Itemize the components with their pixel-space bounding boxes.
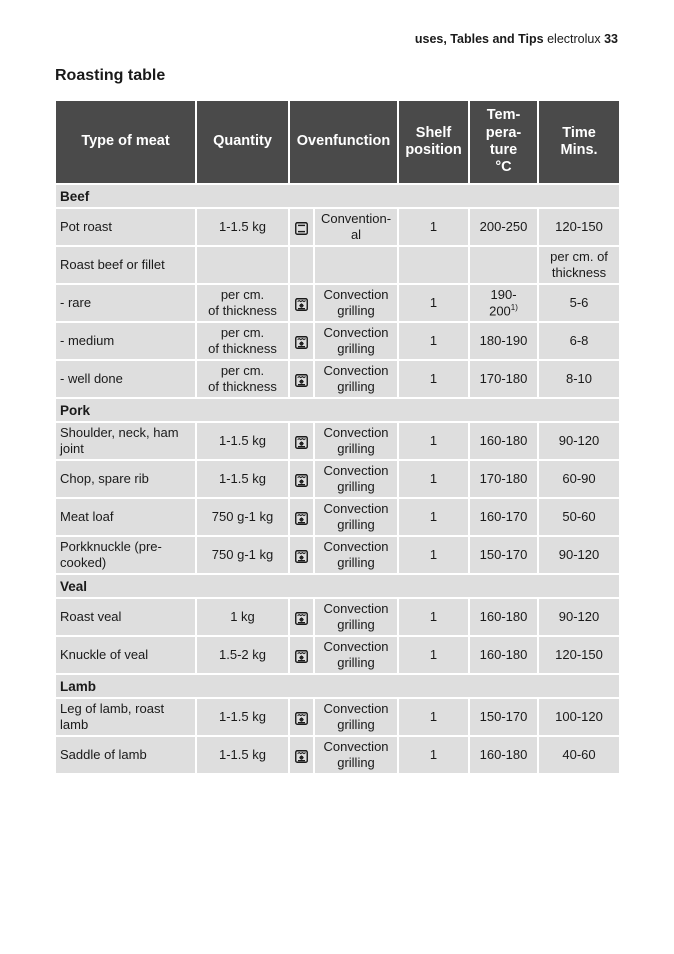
- table-row: [55, 536, 620, 574]
- oven-function-cell: Convection grilling: [314, 284, 398, 322]
- oven-function-cell: Convection grilling: [314, 698, 398, 736]
- quantity-cell: 750 g-1 kg: [196, 498, 289, 536]
- meat-cell: Meat loaf: [55, 498, 196, 536]
- col-header-ovenfunction: Ovenfunction: [289, 100, 398, 184]
- page-title: Roasting table: [55, 67, 166, 84]
- time-cell: 40-60: [538, 736, 620, 774]
- convection-grilling-icon: [289, 322, 314, 360]
- shelf-cell: 1: [398, 736, 469, 774]
- shelf-cell: [398, 246, 469, 284]
- time-cell: 90-120: [538, 536, 620, 574]
- quantity-cell: 1-1.5 kg: [196, 208, 289, 246]
- time-cell: per cm. of thickness: [538, 246, 620, 284]
- shelf-cell: 1: [398, 208, 469, 246]
- section-label-veal: Veal: [55, 574, 620, 598]
- table-row: [55, 284, 620, 322]
- temperature-cell: 160-180: [469, 598, 538, 636]
- convection-grilling-icon: [289, 498, 314, 536]
- quantity-cell: per cm. of thickness: [196, 284, 289, 322]
- oven-function-cell: Convection grilling: [314, 498, 398, 536]
- shelf-cell: 1: [398, 698, 469, 736]
- time-cell: 5-6: [538, 284, 620, 322]
- meat-cell: Porkknuckle (pre- cooked): [55, 536, 196, 574]
- time-cell: 90-120: [538, 422, 620, 460]
- section-row-beef: [55, 184, 620, 208]
- oven-function-cell: Convection grilling: [314, 536, 398, 574]
- oven-function-cell: Convection grilling: [314, 360, 398, 398]
- shelf-cell: 1: [398, 536, 469, 574]
- quantity-cell: [196, 246, 289, 284]
- section-label-beef: Beef: [55, 184, 620, 208]
- convection-grilling-icon: [289, 360, 314, 398]
- quantity-cell: 1.5-2 kg: [196, 636, 289, 674]
- section-row-pork: [55, 398, 620, 422]
- shelf-cell: 1: [398, 360, 469, 398]
- header-brand: electrolux: [547, 32, 601, 46]
- col-header-time: Time Mins.: [538, 100, 620, 184]
- conventional-heating-icon: [289, 208, 314, 246]
- shelf-cell: 1: [398, 598, 469, 636]
- table-row: [55, 246, 620, 284]
- shelf-cell: 1: [398, 284, 469, 322]
- table-row: [55, 598, 620, 636]
- temperature-cell: 160-180: [469, 422, 538, 460]
- table-row: [55, 498, 620, 536]
- oven-function-cell: Convection grilling: [314, 636, 398, 674]
- header-section-title: uses, Tables and Tips: [414, 32, 544, 46]
- quantity-cell: 1 kg: [196, 598, 289, 636]
- quantity-cell: 750 g-1 kg: [196, 536, 289, 574]
- temperature-cell: 150-170: [469, 698, 538, 736]
- quantity-cell: 1-1.5 kg: [196, 736, 289, 774]
- col-header-type-of-meat: Type of meat: [55, 100, 196, 184]
- meat-cell: - medium: [55, 322, 196, 360]
- time-cell: 6-8: [538, 322, 620, 360]
- temperature-cell: 160-180: [469, 636, 538, 674]
- footnote-marker: 1): [510, 302, 518, 312]
- time-cell: 120-150: [538, 208, 620, 246]
- meat-cell: Pot roast: [55, 208, 196, 246]
- quantity-cell: 1-1.5 kg: [196, 460, 289, 498]
- table-row: [55, 422, 620, 460]
- oven-function-cell: Convection grilling: [314, 460, 398, 498]
- meat-cell: Roast veal: [55, 598, 196, 636]
- table-row: [55, 322, 620, 360]
- time-cell: 100-120: [538, 698, 620, 736]
- table-row: [55, 208, 620, 246]
- table-row: [55, 460, 620, 498]
- section-label-lamb: Lamb: [55, 674, 620, 698]
- table-row: [55, 636, 620, 674]
- convection-grilling-icon: [289, 536, 314, 574]
- table-row: [55, 698, 620, 736]
- meat-cell: - rare: [55, 284, 196, 322]
- quantity-cell: 1-1.5 kg: [196, 422, 289, 460]
- temperature-cell: 160-170: [469, 498, 538, 536]
- convection-grilling-icon: [289, 598, 314, 636]
- oven-function-cell: [314, 246, 398, 284]
- meat-cell: Leg of lamb, roast lamb: [55, 698, 196, 736]
- meat-cell: Knuckle of veal: [55, 636, 196, 674]
- oven-function-cell: Convection grilling: [314, 322, 398, 360]
- shelf-cell: 1: [398, 460, 469, 498]
- convection-grilling-icon: [289, 460, 314, 498]
- meat-cell: Shoulder, neck, ham joint: [55, 422, 196, 460]
- meat-cell: Chop, spare rib: [55, 460, 196, 498]
- temperature-cell: 150-170: [469, 536, 538, 574]
- oven-function-cell: Convection grilling: [314, 422, 398, 460]
- roasting-table: [54, 99, 621, 775]
- col-header-shelf-position: Shelf position: [398, 100, 469, 184]
- convection-grilling-icon: [289, 736, 314, 774]
- quantity-cell: 1-1.5 kg: [196, 698, 289, 736]
- temperature-cell: 180-190: [469, 322, 538, 360]
- time-cell: 8-10: [538, 360, 620, 398]
- oven-function-cell: Convection grilling: [314, 598, 398, 636]
- table-row: [55, 360, 620, 398]
- running-header: [415, 32, 618, 46]
- table-row: [55, 736, 620, 774]
- oven-function-cell: Convection grilling: [314, 736, 398, 774]
- quantity-cell: per cm. of thickness: [196, 360, 289, 398]
- shelf-cell: 1: [398, 422, 469, 460]
- temperature-cell: 190- 200$^{1)}$: [469, 284, 538, 322]
- shelf-cell: 1: [398, 322, 469, 360]
- col-header-temperature: Tem- pera- ture °C: [469, 100, 538, 184]
- meat-cell: - well done: [55, 360, 196, 398]
- table-header-row: [55, 100, 620, 184]
- convection-grilling-icon: [289, 636, 314, 674]
- time-cell: 50-60: [538, 498, 620, 536]
- time-cell: 60-90: [538, 460, 620, 498]
- quantity-cell: per cm. of thickness: [196, 322, 289, 360]
- section-row-lamb: [55, 674, 620, 698]
- section-row-veal: [55, 574, 620, 598]
- convection-grilling-icon: [289, 422, 314, 460]
- header-page-number: 33: [604, 32, 618, 46]
- shelf-cell: 1: [398, 498, 469, 536]
- section-label-pork: Pork: [55, 398, 620, 422]
- temperature-cell: 170-180: [469, 460, 538, 498]
- meat-cell: Roast beef or fillet: [55, 246, 196, 284]
- convection-grilling-icon: [289, 698, 314, 736]
- temperature-cell: 200-250: [469, 208, 538, 246]
- time-cell: 120-150: [538, 636, 620, 674]
- col-header-quantity: Quantity: [196, 100, 289, 184]
- temperature-cell: [469, 246, 538, 284]
- oven-function-cell: Convention- al: [314, 208, 398, 246]
- time-cell: 90-120: [538, 598, 620, 636]
- temperature-cell: 160-180: [469, 736, 538, 774]
- meat-cell: Saddle of lamb: [55, 736, 196, 774]
- shelf-cell: 1: [398, 636, 469, 674]
- temperature-cell: 170-180: [469, 360, 538, 398]
- empty-icon-cell: [289, 246, 314, 284]
- convection-grilling-icon: [289, 284, 314, 322]
